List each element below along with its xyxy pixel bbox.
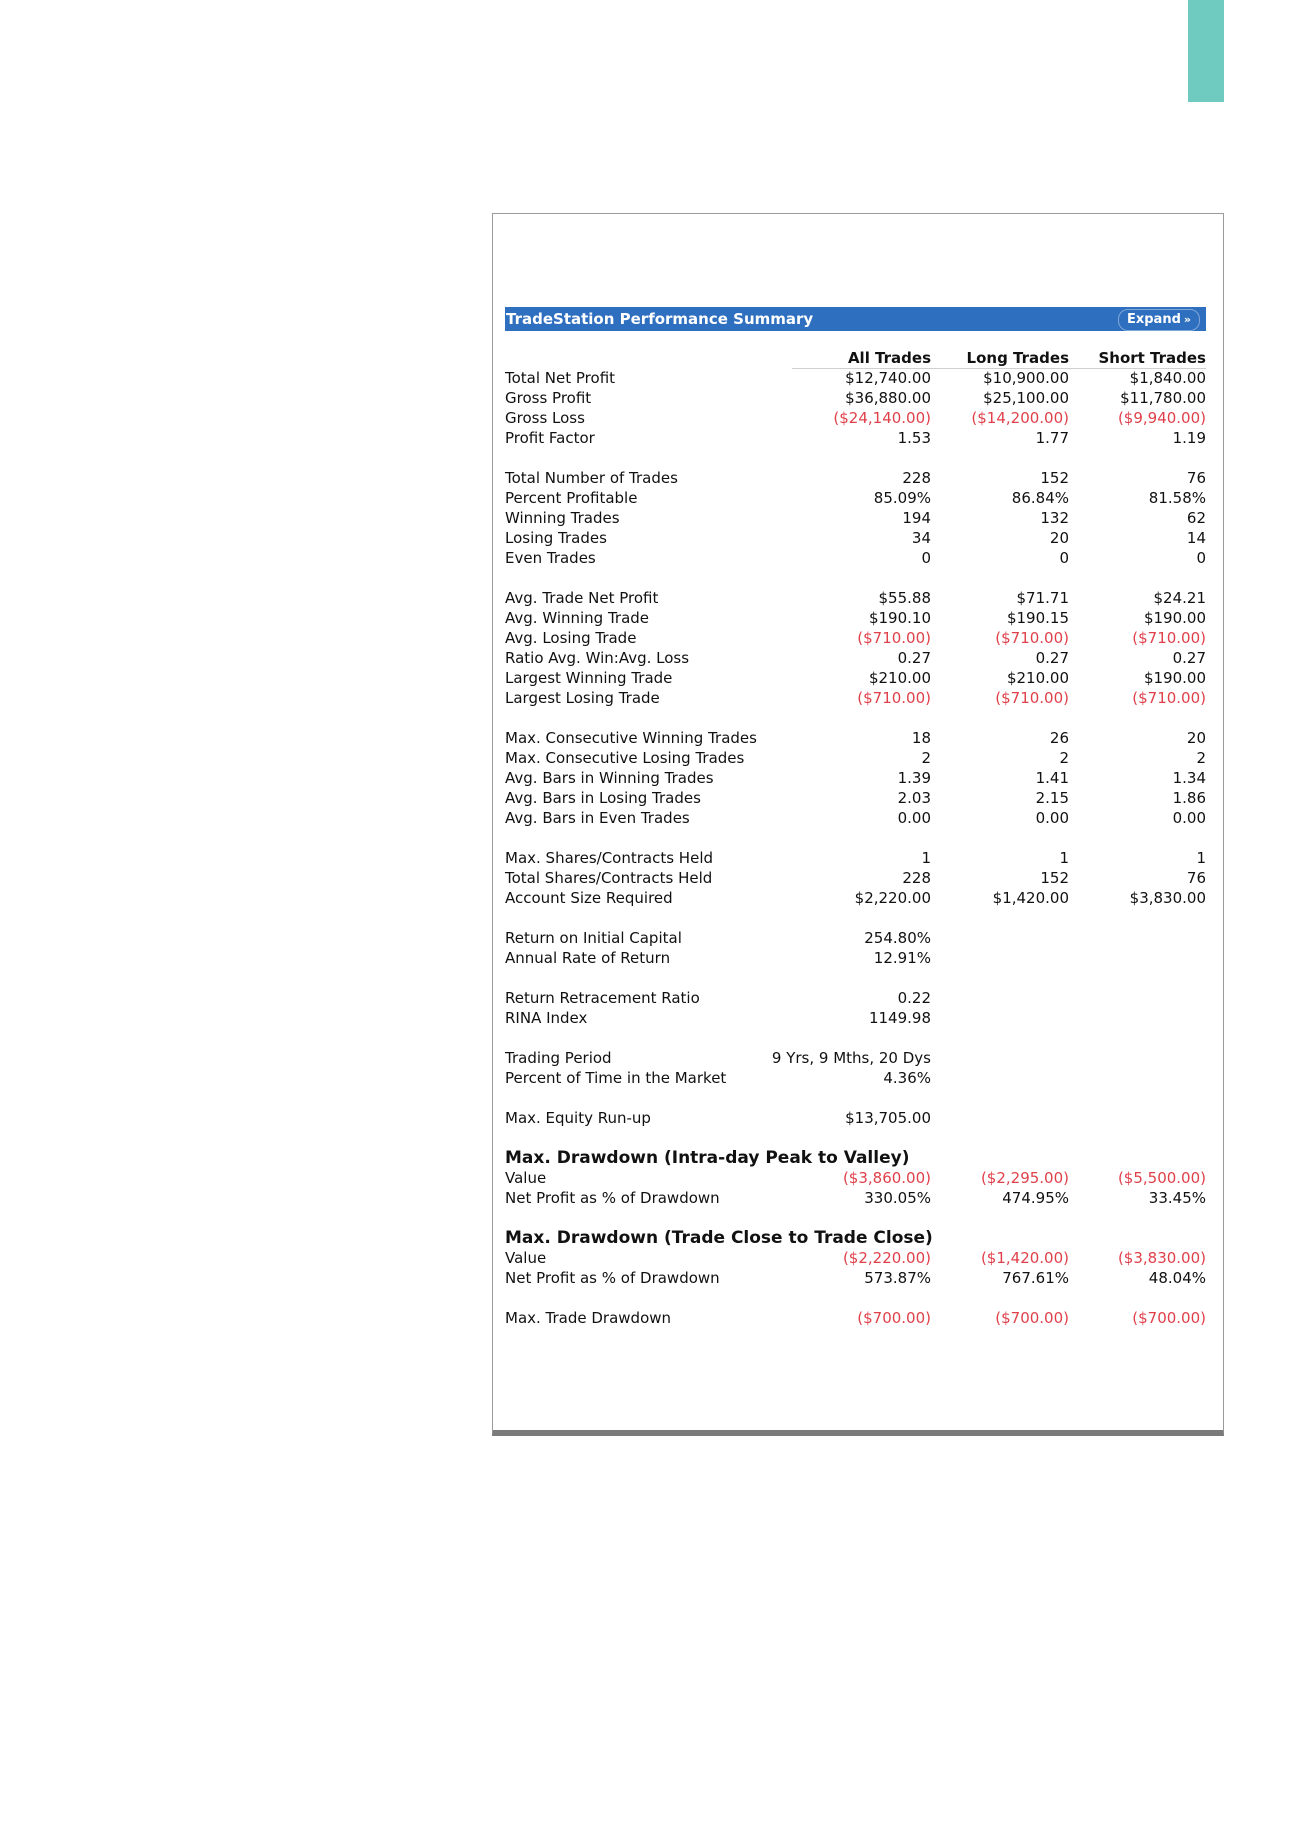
cell-long-trades: 152 bbox=[1040, 469, 1069, 487]
cell-short-trades: ($710.00) bbox=[1132, 629, 1206, 647]
table-row bbox=[505, 768, 1206, 788]
row-label: Ratio Avg. Win:Avg. Loss bbox=[505, 649, 690, 667]
row-spacer bbox=[505, 1128, 1206, 1148]
cell-all-trades: ($2,220.00) bbox=[842, 1249, 931, 1267]
panel-title: TradeStation Performance Summary bbox=[506, 310, 814, 328]
cell-short-trades: $1,840.00 bbox=[1129, 369, 1206, 387]
cell-short-trades: 33.45% bbox=[1148, 1189, 1206, 1207]
row-label: Net Profit as % of Drawdown bbox=[505, 1269, 720, 1287]
table-row bbox=[505, 988, 1206, 1008]
header-long-trades: Long Trades bbox=[966, 349, 1069, 367]
row-label: Avg. Bars in Even Trades bbox=[505, 809, 690, 827]
table-row bbox=[505, 608, 1206, 628]
cell-long-trades: 1 bbox=[1059, 849, 1069, 867]
cell-all-trades: 194 bbox=[902, 509, 931, 527]
table-row bbox=[505, 668, 1206, 688]
cell-long-trades: $190.15 bbox=[1006, 609, 1069, 627]
row-spacer bbox=[505, 1208, 1206, 1228]
table-row bbox=[505, 948, 1206, 968]
cell-all-trades: 1.53 bbox=[897, 429, 931, 447]
cell-all-trades: $12,740.00 bbox=[845, 369, 931, 387]
row-label: Percent of Time in the Market bbox=[505, 1069, 727, 1087]
row-label: Max. Shares/Contracts Held bbox=[505, 849, 714, 867]
cell-all-trades: 34 bbox=[911, 529, 931, 547]
row-label: Total Number of Trades bbox=[505, 469, 678, 487]
table-row bbox=[505, 488, 1206, 508]
cell-all-trades: 573.87% bbox=[864, 1269, 931, 1287]
table-row bbox=[505, 868, 1206, 888]
row-label: Max. Consecutive Losing Trades bbox=[505, 749, 745, 767]
cell-short-trades: 0 bbox=[1196, 549, 1206, 567]
cell-all-trades: 330.05% bbox=[864, 1189, 931, 1207]
row-label: Total Shares/Contracts Held bbox=[505, 869, 713, 887]
table-row bbox=[505, 748, 1206, 768]
cell-short-trades: $190.00 bbox=[1143, 609, 1206, 627]
row-spacer bbox=[505, 1088, 1206, 1108]
cell-all-trades: 0.27 bbox=[897, 649, 931, 667]
cell-all-trades: $190.10 bbox=[868, 609, 931, 627]
row-label: Trading Period bbox=[505, 1049, 612, 1067]
table-row bbox=[505, 1048, 1206, 1068]
row-label: Losing Trades bbox=[505, 529, 607, 547]
cell-short-trades: ($710.00) bbox=[1132, 689, 1206, 707]
cell-all-trades: 18 bbox=[911, 729, 931, 747]
cell-all-trades: ($3,860.00) bbox=[842, 1169, 931, 1187]
cell-short-trades: 76 bbox=[1186, 469, 1206, 487]
table-row bbox=[505, 428, 1206, 448]
cell-short-trades: 1.19 bbox=[1172, 429, 1206, 447]
table-row bbox=[505, 648, 1206, 668]
cell-long-trades: $71.71 bbox=[1016, 589, 1069, 607]
table-row bbox=[505, 1268, 1206, 1288]
table-row bbox=[505, 888, 1206, 908]
row-label: Account Size Required bbox=[505, 889, 673, 907]
cell-long-trades: 0 bbox=[1059, 549, 1069, 567]
cell-short-trades: 1 bbox=[1196, 849, 1206, 867]
row-spacer bbox=[505, 568, 1206, 588]
cell-long-trades: 20 bbox=[1049, 529, 1069, 547]
row-label: Percent Profitable bbox=[505, 489, 638, 507]
cell-all-trades: $210.00 bbox=[868, 669, 931, 687]
performance-table bbox=[505, 348, 1206, 1328]
expand-button[interactable] bbox=[1118, 309, 1200, 331]
row-label: Annual Rate of Return bbox=[505, 949, 671, 967]
row-spacer bbox=[505, 828, 1206, 848]
cell-all-trades: 228 bbox=[902, 869, 931, 887]
table-row bbox=[505, 1108, 1206, 1128]
cell-long-trades: 767.61% bbox=[1002, 1269, 1069, 1287]
row-spacer bbox=[505, 908, 1206, 928]
cell-all-trades: 1.39 bbox=[897, 769, 931, 787]
cell-long-trades: 1.41 bbox=[1035, 769, 1069, 787]
cell-all-trades: $36,880.00 bbox=[845, 389, 931, 407]
cell-all-trades: 85.09% bbox=[873, 489, 931, 507]
row-label: Return on Initial Capital bbox=[505, 929, 682, 947]
row-label: Gross Profit bbox=[505, 389, 592, 407]
table-row bbox=[505, 588, 1206, 608]
row-label: Total Net Profit bbox=[505, 369, 616, 387]
row-label: Avg. Losing Trade bbox=[505, 629, 637, 647]
cell-all-trades: 2.03 bbox=[897, 789, 931, 807]
table-row bbox=[505, 808, 1206, 828]
cell-all-trades: ($700.00) bbox=[857, 1309, 931, 1327]
cell-long-trades: $10,900.00 bbox=[983, 369, 1069, 387]
table-row bbox=[505, 548, 1206, 568]
table-row bbox=[505, 728, 1206, 748]
row-spacer bbox=[505, 1288, 1206, 1308]
table-row bbox=[505, 848, 1206, 868]
cell-short-trades: $24.21 bbox=[1153, 589, 1206, 607]
cell-short-trades: $3,830.00 bbox=[1129, 889, 1206, 907]
row-label: Winning Trades bbox=[505, 509, 620, 527]
row-label: Avg. Bars in Winning Trades bbox=[505, 769, 714, 787]
cell-all-trades: ($710.00) bbox=[857, 689, 931, 707]
table-row bbox=[505, 468, 1206, 488]
cell-all-trades: $55.88 bbox=[878, 589, 931, 607]
cell-all-trades: 1149.98 bbox=[868, 1009, 931, 1027]
row-label: Profit Factor bbox=[505, 429, 595, 447]
table-row bbox=[505, 688, 1206, 708]
cell-all-trades: ($710.00) bbox=[857, 629, 931, 647]
table-row bbox=[505, 1248, 1206, 1268]
row-label: Max. Trade Drawdown bbox=[505, 1309, 672, 1327]
table-row bbox=[505, 1188, 1206, 1208]
cell-long-trades: ($14,200.00) bbox=[971, 409, 1069, 427]
row-label: Return Retracement Ratio bbox=[505, 989, 700, 1007]
cell-long-trades: $210.00 bbox=[1006, 669, 1069, 687]
row-label: Largest Winning Trade bbox=[505, 669, 673, 687]
cell-long-trades: $1,420.00 bbox=[992, 889, 1069, 907]
panel-title-bar bbox=[505, 307, 1206, 331]
row-spacer bbox=[505, 708, 1206, 728]
cell-long-trades: ($710.00) bbox=[995, 629, 1069, 647]
table-row bbox=[505, 1008, 1206, 1028]
row-label: Largest Losing Trade bbox=[505, 689, 660, 707]
accent-tab bbox=[1188, 0, 1224, 102]
table-row bbox=[505, 928, 1206, 948]
table-row bbox=[505, 368, 1206, 388]
table-row bbox=[505, 528, 1206, 548]
cell-long-trades: 0.27 bbox=[1035, 649, 1069, 667]
expand-label: Expand bbox=[1126, 312, 1181, 327]
row-label: Max. Consecutive Winning Trades bbox=[505, 729, 757, 747]
cell-all-trades: 228 bbox=[902, 469, 931, 487]
cell-long-trades: 2.15 bbox=[1035, 789, 1069, 807]
cell-all-trades: 2 bbox=[921, 749, 931, 767]
section-heading-row bbox=[505, 1148, 1206, 1168]
cell-all-trades: 1 bbox=[921, 849, 931, 867]
row-label: Max. Equity Run-up bbox=[505, 1109, 651, 1127]
row-label: Value bbox=[505, 1249, 547, 1267]
cell-short-trades: 20 bbox=[1186, 729, 1206, 747]
header-short-trades: Short Trades bbox=[1098, 349, 1206, 367]
table-header-row bbox=[505, 348, 1206, 368]
section-heading-row bbox=[505, 1228, 1206, 1248]
cell-all-trades: $13,705.00 bbox=[845, 1109, 931, 1127]
cell-long-trades: ($1,420.00) bbox=[980, 1249, 1069, 1267]
cell-long-trades: 152 bbox=[1040, 869, 1069, 887]
cell-long-trades: 474.95% bbox=[1002, 1189, 1069, 1207]
cell-long-trades: $25,100.00 bbox=[983, 389, 1069, 407]
cell-short-trades: 76 bbox=[1186, 869, 1206, 887]
cell-short-trades: ($3,830.00) bbox=[1117, 1249, 1206, 1267]
cell-short-trades: ($9,940.00) bbox=[1117, 409, 1206, 427]
row-label: Gross Loss bbox=[505, 409, 585, 427]
cell-all-trades: 0.22 bbox=[897, 989, 931, 1007]
row-label: Even Trades bbox=[505, 549, 596, 567]
cell-long-trades: 2 bbox=[1059, 749, 1069, 767]
row-spacer bbox=[505, 968, 1206, 988]
cell-short-trades: ($5,500.00) bbox=[1117, 1169, 1206, 1187]
row-label: RINA Index bbox=[505, 1009, 588, 1027]
cell-all-trades: 12.91% bbox=[873, 949, 931, 967]
cell-short-trades: 14 bbox=[1186, 529, 1206, 547]
cell-short-trades: 0.00 bbox=[1172, 809, 1206, 827]
table-row bbox=[505, 388, 1206, 408]
table-row bbox=[505, 788, 1206, 808]
cell-long-trades: ($710.00) bbox=[995, 689, 1069, 707]
cell-long-trades: ($700.00) bbox=[995, 1309, 1069, 1327]
cell-long-trades: 86.84% bbox=[1011, 489, 1069, 507]
row-spacer bbox=[505, 448, 1206, 468]
table-row bbox=[505, 628, 1206, 648]
cell-long-trades: 26 bbox=[1049, 729, 1069, 747]
cell-short-trades: 1.34 bbox=[1172, 769, 1206, 787]
cell-all-trades: ($24,140.00) bbox=[833, 409, 931, 427]
row-label: Avg. Trade Net Profit bbox=[505, 589, 659, 607]
double-chevron-down-icon: » bbox=[1183, 313, 1191, 326]
row-label: Value bbox=[505, 1169, 547, 1187]
cell-short-trades: 2 bbox=[1196, 749, 1206, 767]
cell-short-trades: 0.27 bbox=[1172, 649, 1206, 667]
row-label: Avg. Winning Trade bbox=[505, 609, 650, 627]
cell-short-trades: 1.86 bbox=[1172, 789, 1206, 807]
section-title: Max. Drawdown (Intra-day Peak to Valley) bbox=[505, 1148, 910, 1168]
row-spacer bbox=[505, 1028, 1206, 1048]
cell-all-trades: 4.36% bbox=[883, 1069, 931, 1087]
table-row bbox=[505, 408, 1206, 428]
row-label: Net Profit as % of Drawdown bbox=[505, 1189, 720, 1207]
cell-short-trades: 81.58% bbox=[1148, 489, 1206, 507]
cell-all-trades: 0 bbox=[921, 549, 931, 567]
cell-all-trades: $2,220.00 bbox=[854, 889, 931, 907]
row-label: Avg. Bars in Losing Trades bbox=[505, 789, 701, 807]
cell-long-trades: ($2,295.00) bbox=[980, 1169, 1069, 1187]
cell-all-trades: 9 Yrs, 9 Mths, 20 Dys bbox=[771, 1049, 931, 1067]
cell-short-trades: $11,780.00 bbox=[1120, 389, 1206, 407]
cell-short-trades: 62 bbox=[1186, 509, 1206, 527]
section-title: Max. Drawdown (Trade Close to Trade Close) bbox=[505, 1228, 933, 1248]
header-all-trades: All Trades bbox=[847, 349, 931, 367]
cell-all-trades: 254.80% bbox=[864, 929, 931, 947]
cell-short-trades: 48.04% bbox=[1148, 1269, 1206, 1287]
cell-all-trades: 0.00 bbox=[897, 809, 931, 827]
cell-short-trades: $190.00 bbox=[1143, 669, 1206, 687]
cell-long-trades: 132 bbox=[1040, 509, 1069, 527]
table-row bbox=[505, 1168, 1206, 1188]
cell-short-trades: ($700.00) bbox=[1132, 1309, 1206, 1327]
table-row bbox=[505, 1308, 1206, 1328]
table-row bbox=[505, 1068, 1206, 1088]
table-row bbox=[505, 508, 1206, 528]
cell-long-trades: 1.77 bbox=[1035, 429, 1069, 447]
cell-long-trades: 0.00 bbox=[1035, 809, 1069, 827]
